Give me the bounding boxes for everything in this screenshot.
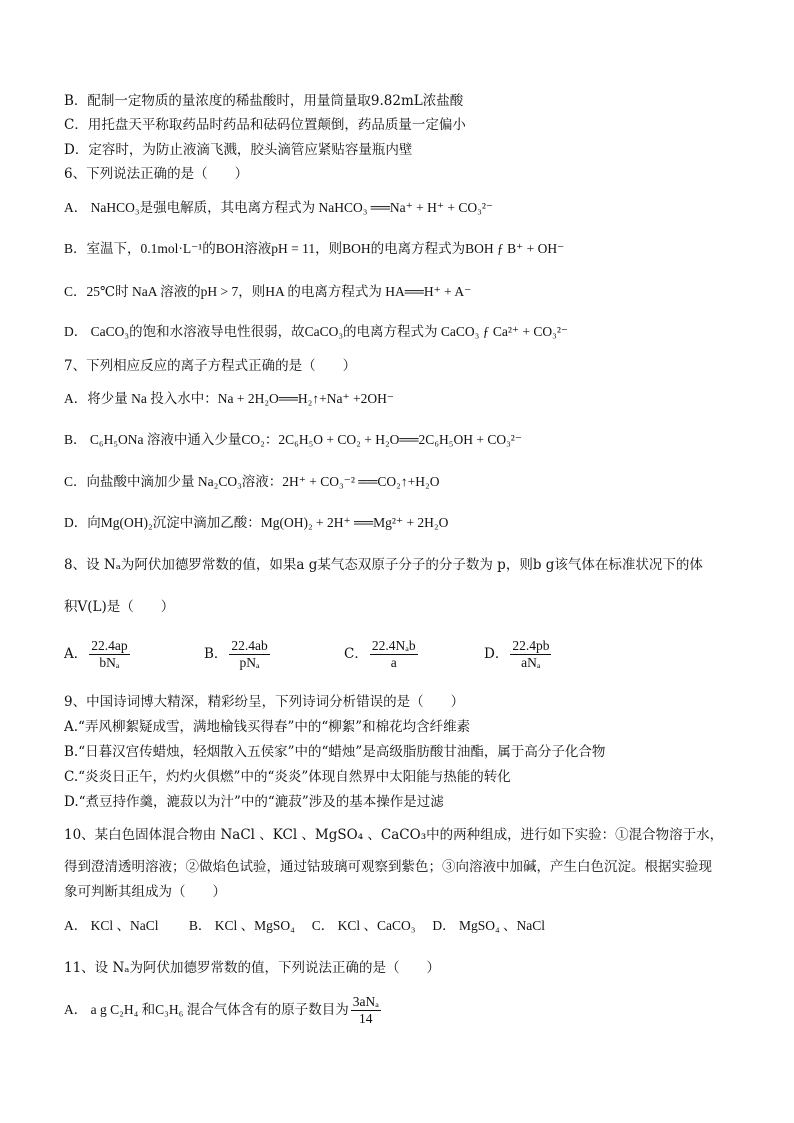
option-label: D． — [484, 646, 509, 662]
question-8-cont: 积V(L)是（ ） — [64, 599, 175, 615]
fraction-denominator: pNₐ — [239, 655, 260, 670]
question-9: 9、中国诗词博大精深，精彩纷呈，下列诗词分析错误的是（ ） — [64, 694, 465, 710]
option-line: D． CaCO₃的饱和水溶液导电性很弱，故CaCO₃的电离方程式为 CaCO₃ ƒ Ca²⁺ + CO₃²⁻ — [64, 324, 569, 339]
question-8: 8、设 Nₐ为阿伏加德罗常数的值，如果a g某气态双原子分子的分子数为 p，则b g该气体在标准状况下的体 — [64, 557, 703, 573]
fraction-numerator: 22.4ap — [91, 638, 128, 653]
option-line: B．配制一定物质的量浓度的稀盐酸时，用量筒量取9.82mL浓盐酸 — [64, 93, 464, 109]
fraction-numerator: 3aNₐ — [352, 994, 379, 1009]
option-label: B． — [204, 646, 228, 662]
option-line: D.“煮豆持作羹，漉菽以为汁”中的“漉菽”涉及的基本操作是过滤 — [64, 794, 444, 810]
fraction-denominator: bNₐ — [99, 655, 120, 670]
fraction-numerator: 22.4Nₐb — [371, 638, 416, 653]
fraction-denominator: 14 — [359, 1011, 373, 1026]
option-line: C.“炎炎日正午，灼灼火俱燃”中的“炎炎”体现自然界中太阳能与热能的转化 — [64, 769, 511, 785]
fraction-denominator: a — [390, 655, 397, 670]
question-10-cont: 得到澄清透明溶液；②做焰色试验，通过钴玻璃可观察到紫色；③向溶液中加碱，产生白色沉淀。根据实验现 — [64, 859, 712, 875]
q11-option-a — [64, 994, 383, 1027]
question-7: 7、下列相应反应的离子方程式正确的是（ ） — [64, 358, 357, 374]
option-line: B．室温下，0.1mol·L⁻¹的BOH溶液pH = 11，则BOH的电离方程式为BOH ƒ B⁺ + OH⁻ — [64, 241, 565, 256]
question-6: 6、下列说法正确的是（ ） — [64, 166, 249, 182]
q8-option-b — [204, 638, 272, 671]
q10-options: A． KCl 、NaCl B． KCl 、MgSO₄ C． KCl 、CaCO₃ D． MgSO₄ 、NaCl — [64, 918, 546, 933]
option-line: A.“弄风柳絮疑成雪，满地榆钱买得春”中的“柳絮”和棉花均含纤维素 — [64, 719, 471, 735]
option-line: B． C₆H₅ONa 溶液中通入少量CO₂：2C₆H₅O + CO₂ + H₂O══2C₆H₅OH + CO₃²⁻ — [64, 432, 522, 447]
option-label: A． — [64, 646, 88, 662]
option-text: A． a g C₂H₄ 和C₃H₆ 混合气体含有的原子数目为 — [64, 1002, 349, 1017]
option-label: C． — [344, 646, 368, 662]
q8-option-c — [344, 638, 420, 671]
question-11: 11、设 Nₐ为阿伏加德罗常数的值，下列说法正确的是（ ） — [64, 960, 440, 976]
fraction-numerator: 22.4ab — [231, 638, 268, 653]
option-line: C．向盐酸中滴加少量 Na₂CO₃溶液：2H⁺ + CO₃⁻² ══CO₂↑+H₂O — [64, 474, 440, 489]
option-line: C．用托盘天平称取药品时药品和砝码位置颠倒，药品质量一定偏小 — [64, 117, 466, 133]
question-10: 10、某白色固体混合物由 NaCl 、KCl 、MgSO₄ 、CaCO₃中的两种组成，进行如下实验：①混合物溶于水， — [64, 827, 724, 843]
q8-option-d — [484, 638, 553, 671]
option-line: C．25℃时 NaA 溶液的pH > 7，则HA 的电离方程式为 HA══H⁺ + A⁻ — [64, 284, 472, 299]
option-line: B.“日暮汉宫传蜡烛，轻烟散入五侯家”中的“蜡烛”是高级脂肪酸甘油酯，属于高分子化合物 — [64, 744, 606, 760]
option-line: A．将少量 Na 投入水中：Na + 2H₂O══H₂↑+Na⁺ +2OH⁻ — [64, 391, 394, 406]
option-line: A． NaHCO₃是强电解质，其电离方程式为 NaHCO₃ ══Na⁺ + H⁺ + CO₃²⁻ — [64, 200, 494, 215]
question-10-cont: 象可判断其组成为（ ） — [64, 884, 226, 900]
q8-option-a — [64, 638, 132, 671]
option-line: D．向Mg(OH)₂沉淀中滴加乙酸：Mg(OH)₂ + 2H⁺ ══Mg²⁺ + 2H₂O — [64, 515, 449, 530]
fraction-numerator: 22.4pb — [512, 638, 550, 653]
option-line: D．定容时，为防止液滴飞溅，胶头滴管应紧贴容量瓶内壁 — [64, 142, 413, 158]
fraction-denominator: aNₐ — [521, 655, 541, 670]
